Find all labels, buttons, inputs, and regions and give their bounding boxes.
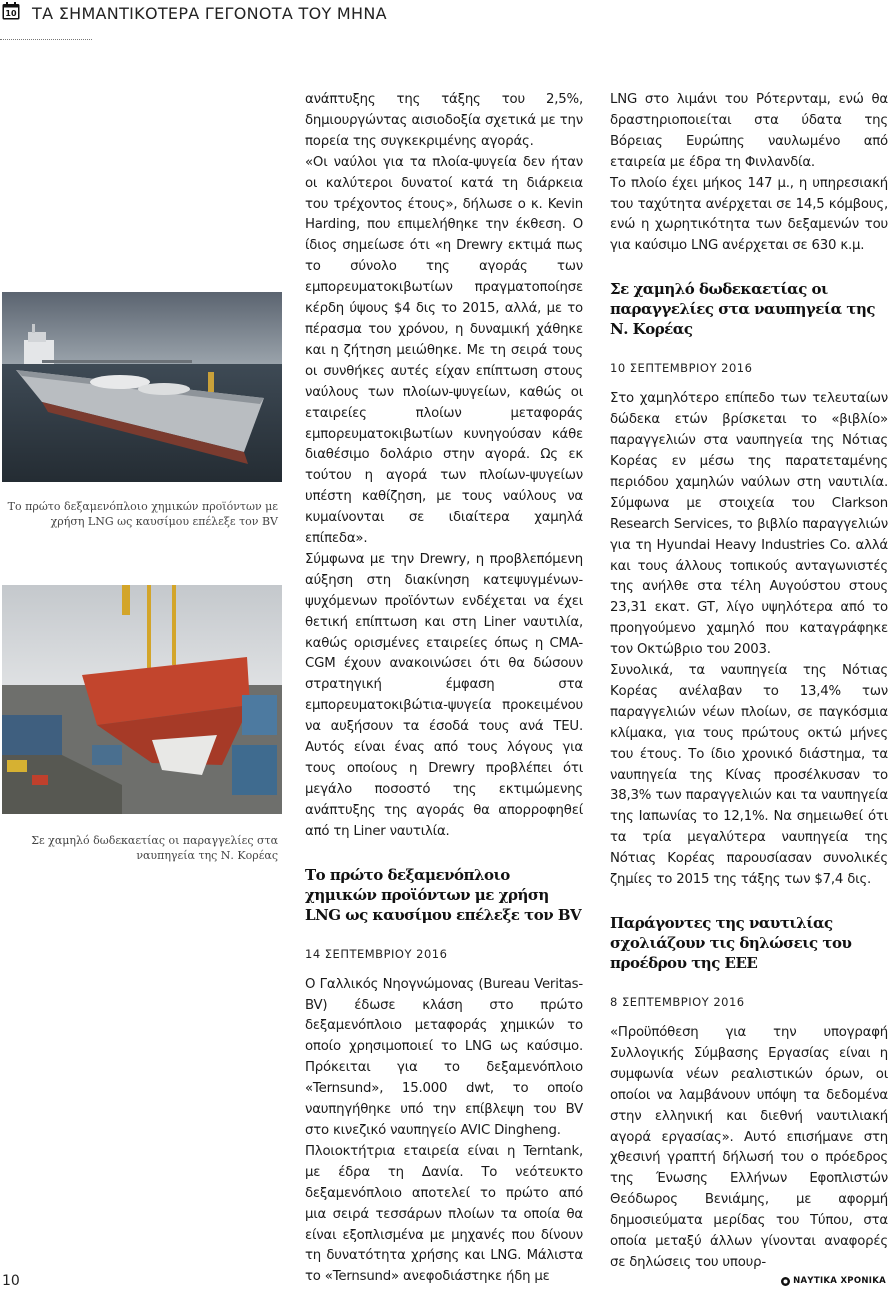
article-date: 14 ΣΕΠΤΕΜΒΡΙΟΥ 2016 bbox=[305, 946, 448, 961]
paragraph: Συνολικά, τα ναυπηγεία της Νότιας Κορέας ανέλαβαν το 13,4% των παραγγελιών νέων πλοίων, σε παγκόσμια κλίμακα, για τους πρώτους οκτώ μήνες του έτους. Το ίδιο χρονικό διάστημα, τα ναυπηγεία της Κίνας προσέλκυσαν το 38,3% των παραγγελιών και τα ναυπηγεία της Ιαπωνίας το 12,1%. Να σημειωθεί ότι τα τρία μεγαλύτερα ναυπηγεία της Νότιας Κορέας παρουσίασαν συνολικές ζημίες το 2015 της τάξης των $7,4 δις. bbox=[610, 663, 888, 888]
paragraph: «Προϋπόθεση για την υπογραφή Συλλογικής Σύμβασης Εργασίας είναι η συμφωνία νέων ρεαλιστικών όρων, οι οποίοι να λαμβάνουν υπόψη τα δεδομένα στην ελληνική και διεθνή ναυτιλιακή αγορά εργασίας». Αυτό επισήμανε στη χθεσινή γραπτή δήλωσή του ο πρόεδρος της Ένωσης Ελλήνων Εφοπλιστών Θεόδωρος Βενιάμης, με αφορμή δημοσιεύματα μερίδας του Τύπου, στα οποία μεταξύ άλλων γίνονται αναφορές σε δηλώσεις του υπουρ- bbox=[610, 1025, 888, 1270]
article-headline-bv: Το πρώτο δεξαμενόπλοιο χημικών προϊόντων με χρήση LNG ως καυσίμου επέλεξε τον BV bbox=[305, 865, 582, 924]
photo-caption-tanker: Το πρώτο δεξαμενόπλοιο χημικών προϊόντων με χρήση LNG ως καυσίμου επέλεξε τον BV bbox=[7, 500, 278, 528]
article-date: 10 ΣΕΠΤΕΜΒΡΙΟΥ 2016 bbox=[610, 361, 753, 376]
shipyard-photo bbox=[2, 585, 282, 814]
brand-logo-icon bbox=[781, 1277, 790, 1286]
brand-name: ΝΑΥΤΙΚΑ ΧΡΟΝΙΚΑ bbox=[793, 1276, 886, 1286]
article-headline-eee: Παράγοντες της ναυτιλίας σχολιάζουν τις δηλώσεις του προέδρου της ΕΕΕ bbox=[610, 914, 852, 972]
header-dotted-divider bbox=[0, 39, 92, 40]
article-date: 8 ΣΕΠΤΕΜΒΡΙΟΥ 2016 bbox=[610, 995, 745, 1009]
page-number: 10 bbox=[2, 1273, 20, 1289]
tanker-photo bbox=[2, 292, 282, 482]
calendar-icon bbox=[2, 2, 20, 20]
paragraph: Σύμφωνα με την Drewry, η προβλεπόμενη αύξηση στη διακίνηση κατεψυγμένων-ψυχόμενων προϊόντων ενδέχεται να έχει θετική επίπτωση και στη Liner ναυτιλία, καθώς ορισμένες εταιρείες όπως η CMA-CGM έχουν ανακοινώσει ότι θα δώσουν στρατηγική έμφαση στα εμπορευματοκιβώτια-ψυγεία προκειμένου να αυξήσουν τα έσοδά τους ανά TEU. Αυτός είναι ένας από τους λόγους για τους οποίους η Drewry προβλέπει ότι μεγάλο ποσοστό της εκτιμώμενης ανάπτυξης της αγοράς θα απορροφηθεί από τη Liner ναυτιλία. bbox=[305, 551, 583, 839]
article-column-right bbox=[610, 90, 888, 1274]
section-title: ΤΑ ΣΗΜΑΝΤΙΚΟΤΕΡΑ ΓΕΓΟΝΟΤΑ ΤΟΥ ΜΗΝΑ bbox=[32, 4, 387, 23]
photo-caption-shipyard: Σε χαμηλό δωδεκαετίας οι παραγγελίες στα ναυπηγεία της Ν. Κορέας bbox=[31, 834, 278, 862]
paragraph: Στο χαμηλότερο επίπεδο των τελευταίων δώδεκα ετών βρίσκεται το «βιβλίο» παραγγελιών στα ναυπηγεία της Νότιας Κορέας εν μέσω της παρατεταμένης περιόδου χαμηλών ναύλων στη ναυτιλία. Σύμφωνα με στοιχεία του Clarkson Research Services, το βιβλίο παραγγελιών για τη Hyundai Heavy Industries Co. αλλά και τους άλλους τοπικούς ανταγωνιστές της ανήλθε στα τέλη Αυγούστου στους 23,31 εκατ. GT, λίγο υψηλότερα από το προηγούμενο χαμηλό που καταγράφηκε τον Οκτώβριο του 2003. bbox=[610, 391, 888, 658]
paragraph: ανάπτυξης της τάξης του 2,5%, δημιουργώντας αισιοδοξία σχετικά με την πορεία της συγκεκριμένης αγοράς. bbox=[305, 92, 583, 149]
paragraph: «Οι ναύλοι για τα πλοία-ψυγεία δεν ήταν οι καλύτεροι δυνατοί κατά τη διάρκεια του τρέχοντος έτους», δήλωσε ο κ. Kevin Harding, που επιμελήθηκε την έκθεση. Ο ίδιος σημείωσε ότι «η Drewry εκτιμά πως το σύνολο της αγοράς των εμπορευματοκιβωτίων πραγματοποίησε κέρδη ύψους $4 δις το 2015, αλλά, με το πέρασμα του χρόνου, η δυναμική χάθηκε και η ζήτηση μειώθηκε. Με τη σειρά τους οι συνθήκες αυτές είχαν επίπτωση στους ναύλους των πλοίων-ψυγείων, καθώς οι εταιρείες πλοίων μεταφοράς εμπορευματοκιβωτίων κυνηγούσαν κάθε διαθέσιμο δολάριο στην αγορά. Ως εκ τούτου η αγορά των πλοίων-ψυγείων υπέστη καθίζηση, με τους ναύλους να κυμαίνονται σε ιδιαίτερα χαμηλά επίπεδα». bbox=[305, 154, 583, 547]
paragraph: LNG στο λιμάνι του Ρότερνταμ, ενώ θα δραστηριοποιείται στα ύδατα της Βόρειας Ευρώπης ναυλωμένο από εταιρεία με έδρα τη Φινλανδία. bbox=[610, 92, 888, 170]
article-headline-korea: Σε χαμηλό δωδεκαετίας οι παραγγελίες στα ναυπηγεία της Ν. Κορέας bbox=[610, 280, 876, 339]
header-badge-number: 10 bbox=[5, 9, 17, 18]
paragraph: Πλοιοκτήτρια εταιρεία είναι η Terntank, με έδρα τη Δανία. Το νεότευκτο δεξαμενόπλοιο αποτελεί το πρώτο από μια σειρά τεσσάρων πλοίων τα οποία θα είναι εξοπλισμένα με μηχανές που δίνουν τη δυνατότητα χρήσης και LNG. Μάλιστα το «Ternsund» ανεφοδιάστηκε ήδη με bbox=[305, 1143, 583, 1285]
paragraph: Το πλοίο έχει μήκος 147 μ., η υπηρεσιακή του ταχύτητα ανέρχεται σε 14,5 κόμβους, ενώ η χωρητικότητα των δεξαμενών του για καύσιμο LNG ανέρχεται σε 630 κ.μ. bbox=[610, 175, 888, 254]
article-column-middle bbox=[305, 90, 583, 1288]
paragraph: Ο Γαλλικός Νηογνώμονας (Bureau Veritas-BV) έδωσε κλάση στο πρώτο δεξαμενόπλοιο μεταφοράς χημικών το οποίο χρησιμοποιεί το LNG ως καύσιμο. Πρόκειται για το δεξαμενόπλοιο «Ternsund», 15.000 dwt, το οποίο ναυπηγήθηκε υπό την επίβλεψη του BV στο κινεζικό ναυπηγείο AVIC Dingheng. bbox=[305, 976, 583, 1138]
footer-brand bbox=[781, 1276, 886, 1286]
page-header bbox=[0, 0, 890, 42]
